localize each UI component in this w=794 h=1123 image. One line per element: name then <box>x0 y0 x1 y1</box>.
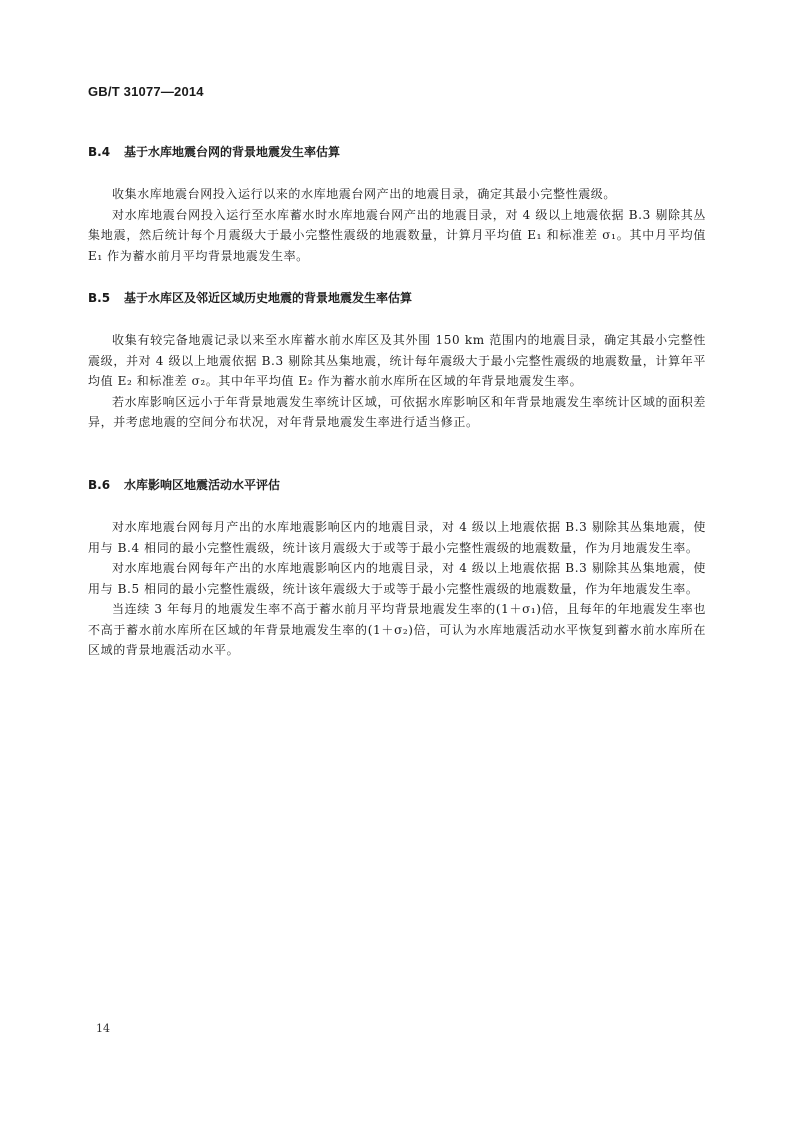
section-body <box>88 330 706 433</box>
standard-code-header: GB/T 31077—2014 <box>88 84 204 99</box>
paragraph: 对水库地震台网每月产出的水库地震影响区内的地震目录，对 4 级以上地震依据 B.3 剔除其丛集地震，使用与 B.4 相同的最小完整性震级，统计该月震级大于或等于最小完整性震级的地震数量，作为月地震发生率。 <box>88 520 706 555</box>
paragraph: 收集水库地震台网投入运行以来的水库地震台网产出的地震目录，确定其最小完整性震级。 <box>112 187 617 201</box>
paragraph: 当连续 3 年每月的地震发生率不高于蓄水前月平均背景地震发生率的(1＋σ₁)倍，且每年的年地震发生率也不高于蓄水前水库所在区域的年背景地震发生率的(1＋σ₂)倍，可认为水库地震活动水平恢复到蓄水前水库所在区域的背景地震活动水平。 <box>88 602 706 657</box>
section-title: 基于水库区及邻近区域历史地震的背景地震发生率估算 <box>124 291 413 305</box>
section-body <box>88 184 706 266</box>
section-number: B.4 <box>88 145 111 159</box>
section-b6 <box>88 475 706 661</box>
paragraph: 对水库地震台网每年产出的水库地震影响区内的地震目录，对 4 级以上地震依据 B.3 剔除其丛集地震，使用与 B.5 相同的最小完整性震级，统计该年震级大于或等于最小完整性震级的地震数量，作为年地震发生率。 <box>88 561 706 596</box>
section-heading <box>88 288 706 308</box>
paragraph: 若水库影响区远小于年背景地震发生率统计区域，可依据水库影响区和年背景地震发生率统计区域的面积差异，并考虑地震的空间分布状况，对年背景地震发生率进行适当修正。 <box>88 394 706 429</box>
section-title: 基于水库地震台网的背景地震发生率估算 <box>124 145 341 159</box>
section-body <box>88 517 706 661</box>
section-heading <box>88 142 706 162</box>
page-number: 14 <box>96 1022 110 1035</box>
section-heading <box>88 475 706 495</box>
paragraph: 对水库地震台网投入运行至水库蓄水时水库地震台网产出的地震目录，对 4 级以上地震依据 B.3 剔除其丛集地震，然后统计每个月震级大于最小完整性震级的地震数量，计算月平均值 E₁ 和标准差 σ₁。其中月平均值 E₁ 作为蓄水前月平均背景地震发生率。 <box>88 207 706 263</box>
section-number: B.6 <box>88 478 111 492</box>
section-number: B.5 <box>88 291 111 305</box>
section-b4 <box>88 142 706 266</box>
section-b5 <box>88 288 706 433</box>
section-title: 水库影响区地震活动水平评估 <box>124 478 281 492</box>
paragraph: 收集有较完备地震记录以来至水库蓄水前水库区及其外围 150 km 范围内的地震目录，确定其最小完整性震级，并对 4 级以上地震依据 B.3 剔除其丛集地震，统计每年震级大于最小完整性震级的地震数量，计算年平均值 E₂ 和标准差 σ₂。其中年平均值 E₂ 作为蓄水前水库所在区域的年背景地震发生率。 <box>88 333 706 388</box>
